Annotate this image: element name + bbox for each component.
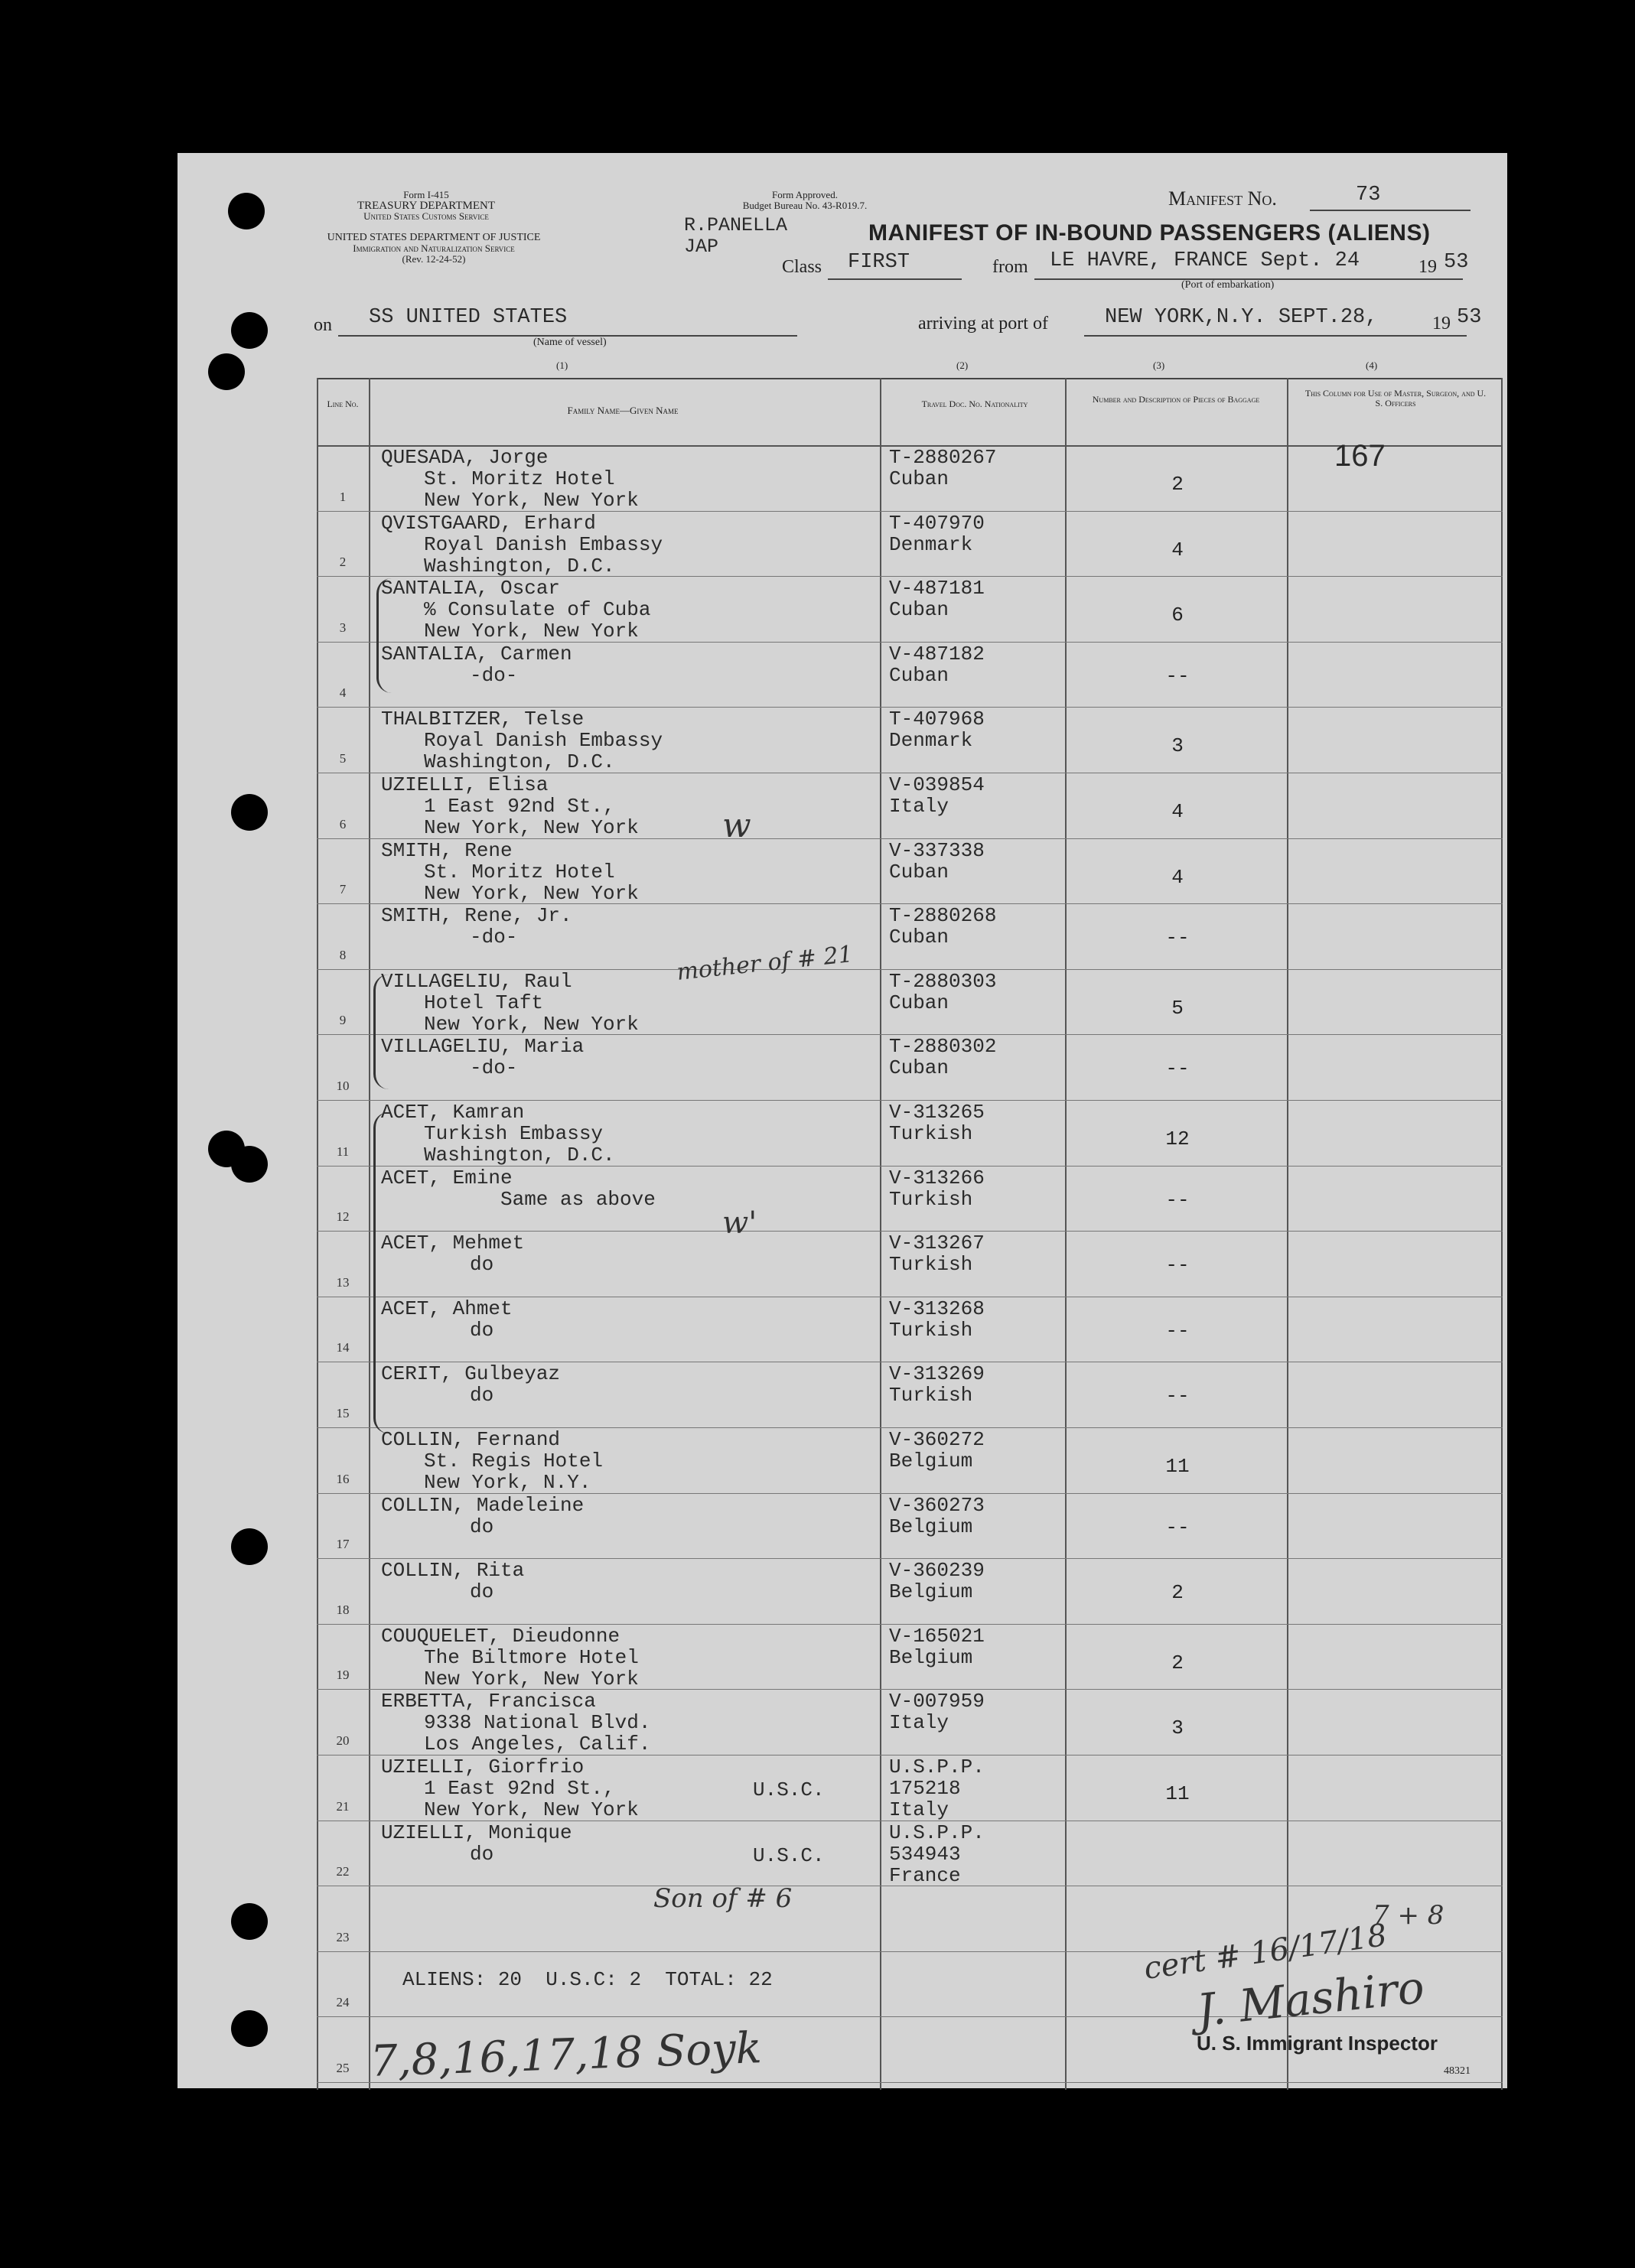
handwritten-cert-note: cert # 16/17/18 bbox=[1142, 1917, 1389, 1987]
line-number: 7 bbox=[339, 882, 347, 897]
baggage-count: 12 bbox=[1165, 1127, 1190, 1150]
inspector-signature: J. Mashiro bbox=[1194, 1961, 1427, 2037]
travel-doc-no: V-039854 bbox=[889, 773, 985, 796]
baggage-count: 3 bbox=[1171, 1716, 1184, 1740]
vessel-caption: (Name of vessel) bbox=[533, 337, 607, 348]
usc-mark: U.S.C. bbox=[753, 1843, 825, 1867]
class-underline bbox=[828, 278, 962, 280]
passenger-name: UZIELLI, Giorfrio bbox=[381, 1756, 585, 1778]
form-approved bbox=[713, 190, 897, 211]
baggage-count: 4 bbox=[1171, 538, 1184, 561]
treasury-label: TREASURY DEPARTMENT bbox=[357, 200, 496, 212]
passenger-name: ACET, Kamran bbox=[381, 1101, 525, 1124]
initials-1: R.PANELLA bbox=[684, 214, 788, 236]
nationality: Cuban bbox=[889, 467, 949, 490]
nationality: Cuban bbox=[889, 1056, 949, 1080]
baggage-count: 5 bbox=[1171, 996, 1184, 1020]
col-head-travel-doc: Travel Doc. No. Nationality bbox=[921, 399, 1028, 409]
baggage-count: -- bbox=[1165, 1057, 1190, 1081]
port-embark-caption: (Port of embarkation) bbox=[1181, 279, 1275, 291]
form-number: Form I-415 bbox=[403, 189, 449, 200]
travel-doc-no: T-2880302 bbox=[889, 1035, 997, 1059]
nationality: Turkish bbox=[889, 1318, 973, 1342]
baggage-count: 4 bbox=[1171, 865, 1184, 889]
passenger-address: Washington, D.C. bbox=[424, 1144, 615, 1167]
nationality: Turkish bbox=[889, 1187, 973, 1211]
handwritten-mark: w' bbox=[722, 1206, 757, 1241]
handwritten-son-note: Son of # 6 bbox=[653, 1883, 793, 1914]
budget-label: Budget Bureau No. 43-R019.7. bbox=[742, 200, 868, 211]
passenger-address: New York, New York bbox=[424, 1667, 639, 1690]
passenger-name: ACET, Ahmet bbox=[381, 1297, 513, 1320]
passenger-address: Los Angeles, Calif. bbox=[424, 1733, 651, 1756]
ins-label: Immigration and Naturalization Service bbox=[353, 242, 515, 254]
usc-mark: U.S.C. bbox=[753, 1778, 825, 1801]
passenger-name: COLLIN, Madeleine bbox=[381, 1493, 585, 1517]
col-num-4: (4) bbox=[1366, 360, 1378, 371]
passenger-address: Hotel Taft bbox=[424, 991, 544, 1014]
manifest-no-underline bbox=[1310, 210, 1471, 211]
class-value: FIRST bbox=[848, 251, 910, 274]
initials-2: JAP bbox=[684, 236, 719, 258]
travel-doc-no: U.S.P.P. bbox=[889, 1821, 985, 1844]
line-number: 3 bbox=[339, 620, 347, 635]
baggage-count: -- bbox=[1165, 1254, 1190, 1277]
manifest-no-label: Manifest No. bbox=[1168, 187, 1277, 210]
punch-hole bbox=[231, 1146, 268, 1183]
col-num-3: (3) bbox=[1153, 360, 1165, 371]
line-number: 23 bbox=[336, 1929, 350, 1944]
travel-doc-no: V-313265 bbox=[889, 1101, 985, 1124]
baggage-count: -- bbox=[1165, 926, 1190, 950]
passenger-address: New York, New York bbox=[424, 1012, 639, 1036]
nationality: Belgium bbox=[889, 1645, 973, 1669]
passenger-address: do bbox=[470, 1318, 494, 1342]
nationality: Turkish bbox=[889, 1253, 973, 1277]
passenger-name: VILLAGELIU, Maria bbox=[381, 1035, 585, 1059]
baggage-count: 11 bbox=[1165, 1455, 1190, 1478]
nationality: Turkish bbox=[889, 1122, 973, 1145]
line-number: 17 bbox=[336, 1537, 350, 1552]
passenger-address: do bbox=[470, 1515, 494, 1538]
nationality: Cuban bbox=[889, 663, 949, 687]
form-header-agency bbox=[319, 190, 533, 222]
line-number: 18 bbox=[336, 1602, 350, 1617]
line-number: 4 bbox=[339, 685, 347, 701]
passenger-name: THALBITZER, Telse bbox=[381, 708, 585, 731]
vessel-name: SS UNITED STATES bbox=[369, 306, 568, 329]
passenger-name: VILLAGELIU, Raul bbox=[381, 969, 572, 993]
travel-doc-no: V-360273 bbox=[889, 1493, 985, 1517]
col-divider-1 bbox=[369, 378, 370, 2090]
baggage-count: 3 bbox=[1171, 734, 1184, 758]
col-head-officers: This Column for Use of Master, Surgeon, and U. S. Officers bbox=[1304, 388, 1487, 408]
travel-doc-no: T-2880268 bbox=[889, 904, 997, 928]
travel-doc-no: V-360272 bbox=[889, 1428, 985, 1451]
travel-doc-no-2: 534943 bbox=[889, 1842, 961, 1866]
passenger-name: QVISTGAARD, Erhard bbox=[381, 511, 596, 535]
passenger-address: Turkish Embassy bbox=[424, 1122, 604, 1145]
passenger-address: -do- bbox=[470, 663, 518, 687]
col-num-1: (1) bbox=[556, 360, 568, 371]
line-number: 22 bbox=[336, 1864, 350, 1879]
punch-hole bbox=[231, 1903, 268, 1940]
line-number: 16 bbox=[336, 1471, 350, 1486]
passenger-address: New York, New York bbox=[424, 489, 639, 512]
line-number: 25 bbox=[336, 2061, 350, 2075]
passenger-address: New York, New York bbox=[424, 816, 639, 839]
arrival-year: 53 bbox=[1457, 306, 1482, 329]
baggage-count: 2 bbox=[1171, 1651, 1184, 1674]
approved-label: Form Approved. bbox=[772, 189, 838, 200]
passenger-address: New York, New York bbox=[424, 1798, 639, 1821]
passenger-address: do bbox=[470, 1384, 494, 1407]
passenger-address: St. Moritz Hotel bbox=[424, 860, 615, 883]
handwritten-footer-note: 7,8,16,17,18 Soyk bbox=[370, 2023, 763, 2087]
punch-hole bbox=[231, 794, 268, 831]
line-number: 9 bbox=[339, 1013, 347, 1028]
passenger-name: SMITH, Rene, Jr. bbox=[381, 904, 572, 928]
customs-label: United States Customs Service bbox=[363, 210, 489, 222]
line-number: 10 bbox=[336, 1079, 350, 1093]
nationality: Belgium bbox=[889, 1450, 973, 1472]
family-bracket bbox=[373, 1112, 392, 1433]
passenger-address: -do- bbox=[470, 1056, 518, 1080]
travel-doc-no: V-487182 bbox=[889, 642, 985, 665]
baggage-count: -- bbox=[1165, 1188, 1190, 1212]
baggage-count: 4 bbox=[1171, 800, 1184, 823]
line-number: 21 bbox=[336, 1798, 350, 1814]
inspector-label: U. S. Immigrant Inspector bbox=[1197, 2032, 1438, 2055]
on-label: on bbox=[314, 315, 332, 335]
baggage-count: -- bbox=[1165, 664, 1190, 688]
punch-hole bbox=[231, 1528, 268, 1565]
from-year-prefix: 19 bbox=[1418, 257, 1437, 277]
baggage-count: -- bbox=[1165, 1385, 1190, 1408]
line-number: 5 bbox=[339, 751, 347, 766]
passenger-address: do bbox=[470, 1253, 494, 1277]
punch-hole bbox=[228, 193, 265, 229]
baggage-count: -- bbox=[1165, 1319, 1190, 1342]
passenger-address: New York, N.Y. bbox=[424, 1471, 591, 1494]
passenger-address: New York, New York bbox=[424, 620, 639, 643]
col-divider-4 bbox=[1287, 378, 1288, 2090]
rev-label: (Rev. 12-24-52) bbox=[402, 253, 466, 265]
handwritten-cert-note-2: 7 + 8 bbox=[1373, 1900, 1444, 1931]
from-year: 53 bbox=[1444, 251, 1469, 274]
passenger-name: ERBETTA, Francisca bbox=[381, 1690, 596, 1713]
passenger-address: Royal Danish Embassy bbox=[424, 729, 663, 753]
nationality: Denmark bbox=[889, 729, 973, 753]
nationality: Cuban bbox=[889, 598, 949, 622]
passenger-name: COLLIN, Fernand bbox=[381, 1428, 561, 1451]
baggage-count: 2 bbox=[1171, 473, 1184, 496]
travel-doc-no: V-313268 bbox=[889, 1297, 985, 1320]
travel-doc-no: V-337338 bbox=[889, 838, 985, 862]
nationality: Cuban bbox=[889, 860, 949, 883]
travel-doc-no: U.S.P.P. bbox=[889, 1756, 985, 1778]
nationality: Cuban bbox=[889, 926, 949, 949]
line-number: 1 bbox=[339, 489, 347, 504]
class-label: Class bbox=[782, 257, 822, 277]
nationality: Denmark bbox=[889, 532, 973, 556]
col-head-baggage: Number and Description of Pieces of Baggage bbox=[1092, 394, 1260, 405]
passenger-name: COUQUELET, Dieudonne bbox=[381, 1624, 620, 1648]
col-num-2: (2) bbox=[956, 360, 969, 371]
punch-hole bbox=[231, 312, 268, 349]
nationality: Belgium bbox=[889, 1580, 973, 1604]
passenger-address: Washington, D.C. bbox=[424, 750, 615, 774]
passenger-name: COLLIN, Rita bbox=[381, 1559, 525, 1583]
passenger-address: The Biltmore Hotel bbox=[424, 1645, 639, 1669]
col-divider-2 bbox=[880, 378, 881, 2090]
line-number: 15 bbox=[336, 1406, 350, 1420]
nationality: Belgium bbox=[889, 1515, 973, 1538]
form-footer-number: 48321 bbox=[1444, 2065, 1471, 2077]
travel-doc-no: T-407970 bbox=[889, 511, 985, 535]
passenger-address: 9338 National Blvd. bbox=[424, 1711, 651, 1735]
baggage-count: -- bbox=[1165, 1515, 1190, 1539]
totals-line: ALIENS: 20 U.S.C: 2 TOTAL: 22 bbox=[402, 1968, 773, 1991]
punch-hole bbox=[231, 2010, 268, 2047]
line-number: 2 bbox=[339, 555, 347, 570]
from-label: from bbox=[992, 257, 1028, 277]
table-right-border bbox=[1501, 378, 1503, 2090]
line-number: 11 bbox=[336, 1144, 350, 1159]
manifest-no: 73 bbox=[1356, 184, 1381, 207]
travel-doc-no: V-487181 bbox=[889, 577, 985, 600]
passenger-address: Same as above bbox=[500, 1187, 656, 1211]
passenger-address: % Consulate of Cuba bbox=[424, 598, 651, 622]
family-bracket bbox=[373, 975, 392, 1089]
passenger-address: -do- bbox=[470, 926, 518, 949]
line-number: 19 bbox=[336, 1668, 350, 1683]
travel-doc-no: V-007959 bbox=[889, 1690, 985, 1713]
travel-doc-no: T-2880303 bbox=[889, 969, 997, 993]
manifest-page bbox=[178, 153, 1507, 2088]
passenger-address: Royal Danish Embassy bbox=[424, 532, 663, 556]
passenger-name: UZIELLI, Monique bbox=[381, 1821, 572, 1844]
travel-doc-no: V-313269 bbox=[889, 1362, 985, 1386]
passenger-table bbox=[317, 378, 1503, 2090]
nationality: Italy bbox=[889, 1711, 949, 1735]
nationality: Cuban bbox=[889, 991, 949, 1014]
arrival-value: NEW YORK,N.Y. SEPT.28, bbox=[1105, 306, 1378, 329]
travel-doc-no: V-360239 bbox=[889, 1559, 985, 1583]
travel-doc-no: V-313267 bbox=[889, 1232, 985, 1255]
arriving-label: arriving at port of bbox=[918, 314, 1048, 334]
travel-doc-no: T-407968 bbox=[889, 708, 985, 731]
baggage-count: 6 bbox=[1171, 604, 1184, 627]
baggage-count: 2 bbox=[1171, 1581, 1184, 1605]
nationality: Italy bbox=[889, 1798, 949, 1821]
form-header-justice bbox=[319, 233, 549, 265]
arrival-underline bbox=[1084, 335, 1467, 337]
passenger-address: New York, New York bbox=[424, 881, 639, 905]
passenger-address: Washington, D.C. bbox=[424, 554, 615, 578]
col-head-line-no: Line No. bbox=[327, 399, 359, 409]
passenger-address: 1 East 92nd St., bbox=[424, 795, 615, 818]
officer-note: 167 bbox=[1334, 439, 1386, 473]
nationality: France bbox=[889, 1863, 961, 1887]
family-bracket bbox=[376, 578, 396, 693]
col-divider-3 bbox=[1065, 378, 1067, 2090]
travel-doc-no: V-313266 bbox=[889, 1166, 985, 1189]
line-number: 14 bbox=[336, 1340, 350, 1355]
passenger-address: 1 East 92nd St., bbox=[424, 1777, 615, 1800]
handwritten-mark: w bbox=[722, 806, 751, 845]
passenger-name: UZIELLI, Elisa bbox=[381, 773, 549, 796]
passenger-name: SANTALIA, Oscar bbox=[381, 577, 561, 600]
passenger-name: CERIT, Gulbeyaz bbox=[381, 1362, 561, 1386]
passenger-name: SMITH, Rene bbox=[381, 838, 513, 862]
from-value: LE HAVRE, FRANCE Sept. 24 bbox=[1050, 249, 1360, 272]
travel-doc-no: T-2880267 bbox=[889, 446, 997, 469]
table-top-border bbox=[317, 378, 1503, 379]
passenger-address: do bbox=[470, 1580, 494, 1604]
passenger-address: St. Moritz Hotel bbox=[424, 467, 615, 490]
passenger-name: SANTALIA, Carmen bbox=[381, 642, 572, 665]
travel-doc-no: V-165021 bbox=[889, 1624, 985, 1648]
passenger-address: do bbox=[470, 1842, 494, 1866]
travel-doc-no-2: 175218 bbox=[889, 1777, 961, 1800]
manifest-title: MANIFEST OF IN-BOUND PASSENGERS (ALIENS) bbox=[868, 220, 1431, 246]
arrival-year-prefix: 19 bbox=[1432, 314, 1451, 334]
line-number: 6 bbox=[339, 816, 347, 831]
passenger-name: ACET, Mehmet bbox=[381, 1232, 525, 1255]
nationality: Italy bbox=[889, 795, 949, 818]
line-number: 24 bbox=[336, 1995, 350, 2010]
line-number: 13 bbox=[336, 1274, 350, 1290]
handwritten-mother-note: mother of # 21 bbox=[675, 941, 855, 986]
passenger-address: St. Regis Hotel bbox=[424, 1450, 604, 1472]
line-number: 8 bbox=[339, 947, 347, 962]
line-number: 12 bbox=[336, 1209, 350, 1225]
punch-hole bbox=[208, 353, 245, 390]
col-head-name: Family Name—Given Name bbox=[567, 405, 679, 416]
baggage-count: 11 bbox=[1165, 1782, 1190, 1805]
passenger-name: ACET, Emine bbox=[381, 1166, 513, 1189]
passenger-name: QUESADA, Jorge bbox=[381, 446, 549, 469]
justice-label: UNITED STATES DEPARTMENT OF JUSTICE bbox=[327, 232, 541, 243]
nationality: Turkish bbox=[889, 1384, 973, 1407]
line-number: 20 bbox=[336, 1733, 350, 1748]
